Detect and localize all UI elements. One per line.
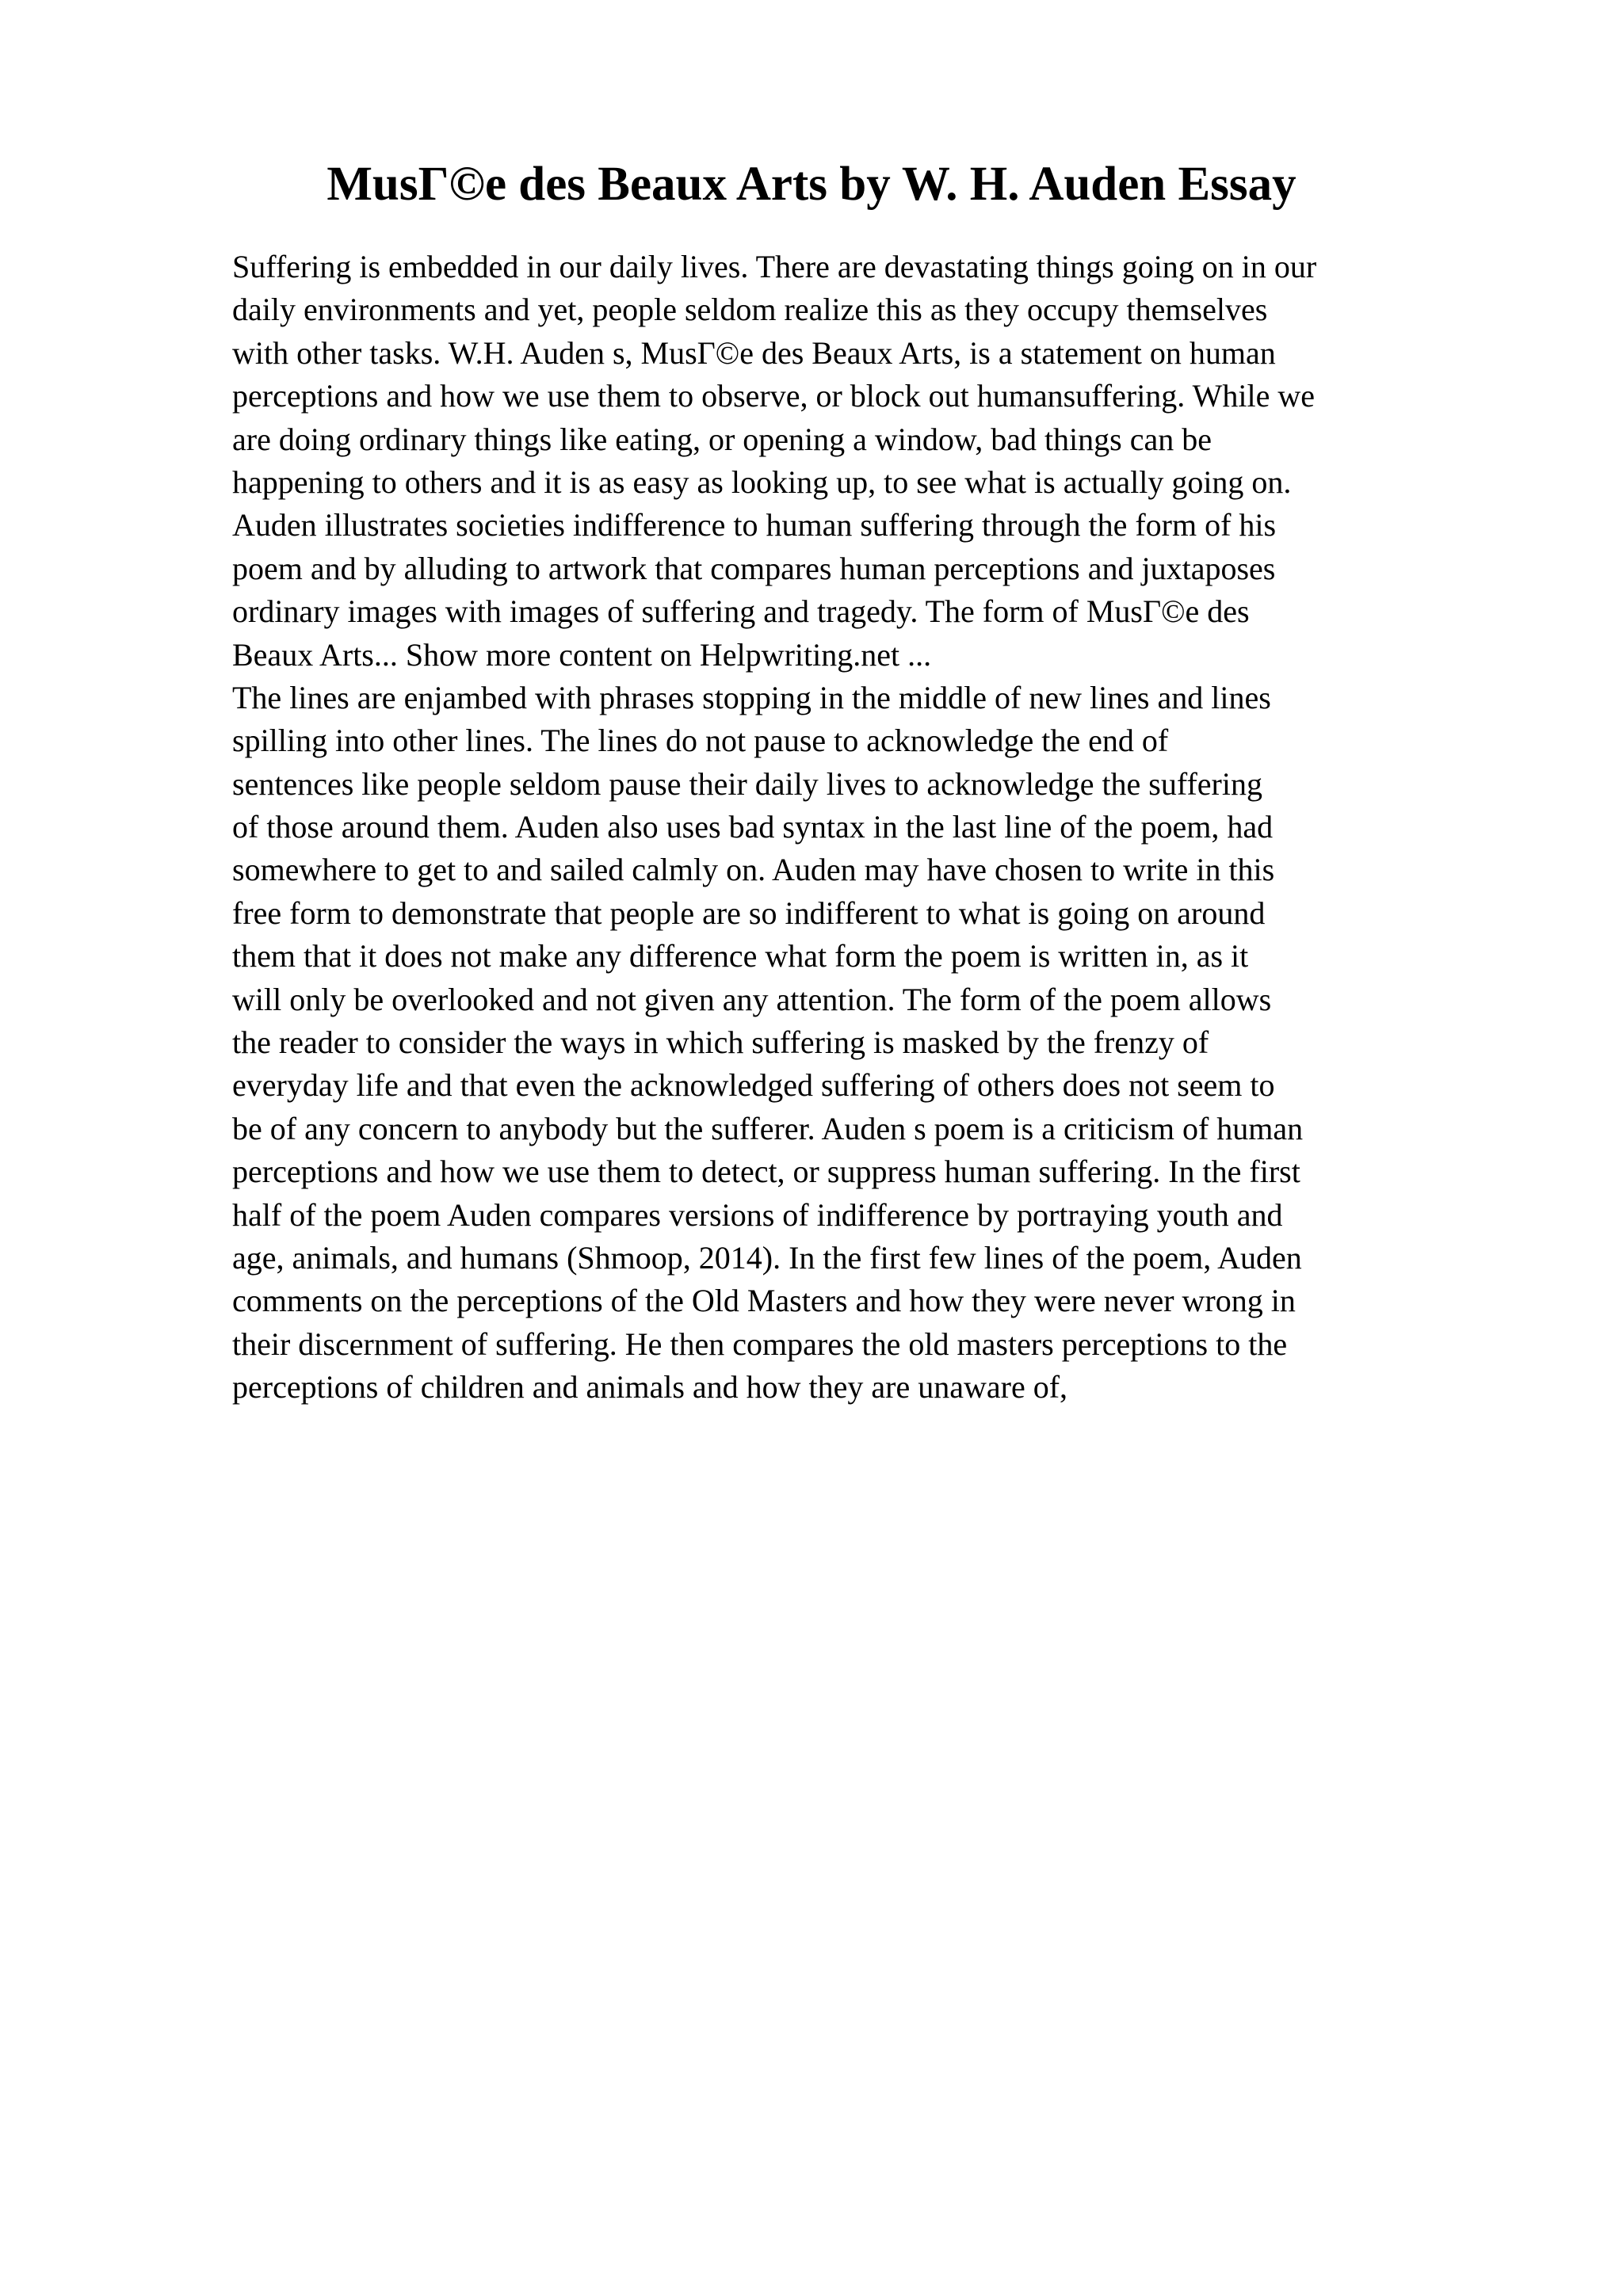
essay-line: sentences like people seldom pause their daily lives to acknowledge the suffering (232, 765, 1262, 802)
essay-line: Suffering is embedded in our daily lives. There are devastating things going on in our (232, 249, 1317, 284)
essay-line: Beaux Arts... Show more content on Helpwriting.net ... (232, 636, 932, 673)
essay-line: be of any concern to anybody but the sufferer. Auden s poem is a criticism of human (232, 1110, 1304, 1146)
essay-line: poem and by alluding to artwork that compares human perceptions and juxtaposes (232, 550, 1276, 586)
essay-line: perceptions and how we use them to detect, or suppress human suffering. In the first (232, 1154, 1300, 1190)
essay-line: their discernment of suffering. He then compares the old masters perceptions to the (232, 1325, 1288, 1362)
essay-line: daily environments and yet, people seldom realize this as they occupy themselves (232, 292, 1268, 328)
essay-line: perceptions and how we use them to observe, or block out humansuffering. While we (232, 378, 1315, 414)
essay-line: are doing ordinary things like eating, or opening a window, bad things can be (232, 421, 1212, 457)
essay-line: them that it does not make any difference what form the poem is written in, as it (232, 938, 1249, 974)
essay-line: happening to others and it is as easy as looking up, to see what is actually going on. (232, 463, 1292, 500)
essay-line: will only be overlooked and not given any attention. The form of the poem allows (232, 981, 1272, 1017)
essay-line: Auden illustrates societies indifference to human suffering through the form of his (232, 507, 1277, 543)
essay-line: age, animals, and humans (Shmoop, 2014). In the first few lines of the poem, Auden (232, 1239, 1302, 1276)
essay-line: spilling into other lines. The lines do not pause to acknowledge the end of (232, 723, 1169, 759)
document-title: MusΓ©e des Beaux Arts by W. H. Auden Essay (327, 158, 1296, 211)
essay-line: everyday life and that even the acknowledged suffering of others does not seem to (232, 1067, 1275, 1104)
essay-line: somewhere to get to and sailed calmly on. Auden may have chosen to write in this (232, 852, 1275, 888)
essay-line: with other tasks. W.H. Auden s, MusΓ©e des Beaux Arts, is a statement on human (232, 334, 1276, 371)
essay-line: The lines are enjambed with phrases stopping in the middle of new lines and lines (232, 679, 1271, 715)
essay-line: perceptions of children and animals and how they are unaware of, (232, 1369, 1068, 1405)
essay-line: of those around them. Auden also uses bad syntax in the last line of the poem, had (232, 809, 1274, 845)
essay-line: ordinary images with images of suffering and tragedy. The form of MusΓ©e des (232, 593, 1250, 630)
essay-line: the reader to consider the ways in which suffering is masked by the frenzy of (232, 1024, 1209, 1061)
essay-line: free form to demonstrate that people are so indifferent to what is going on around (232, 894, 1266, 931)
essay-line: half of the poem Auden compares versions of indifference by portraying youth and (232, 1196, 1283, 1233)
essay-line: comments on the perceptions of the Old Masters and how they were never wrong in (232, 1283, 1296, 1319)
essay-body (232, 246, 1516, 1409)
